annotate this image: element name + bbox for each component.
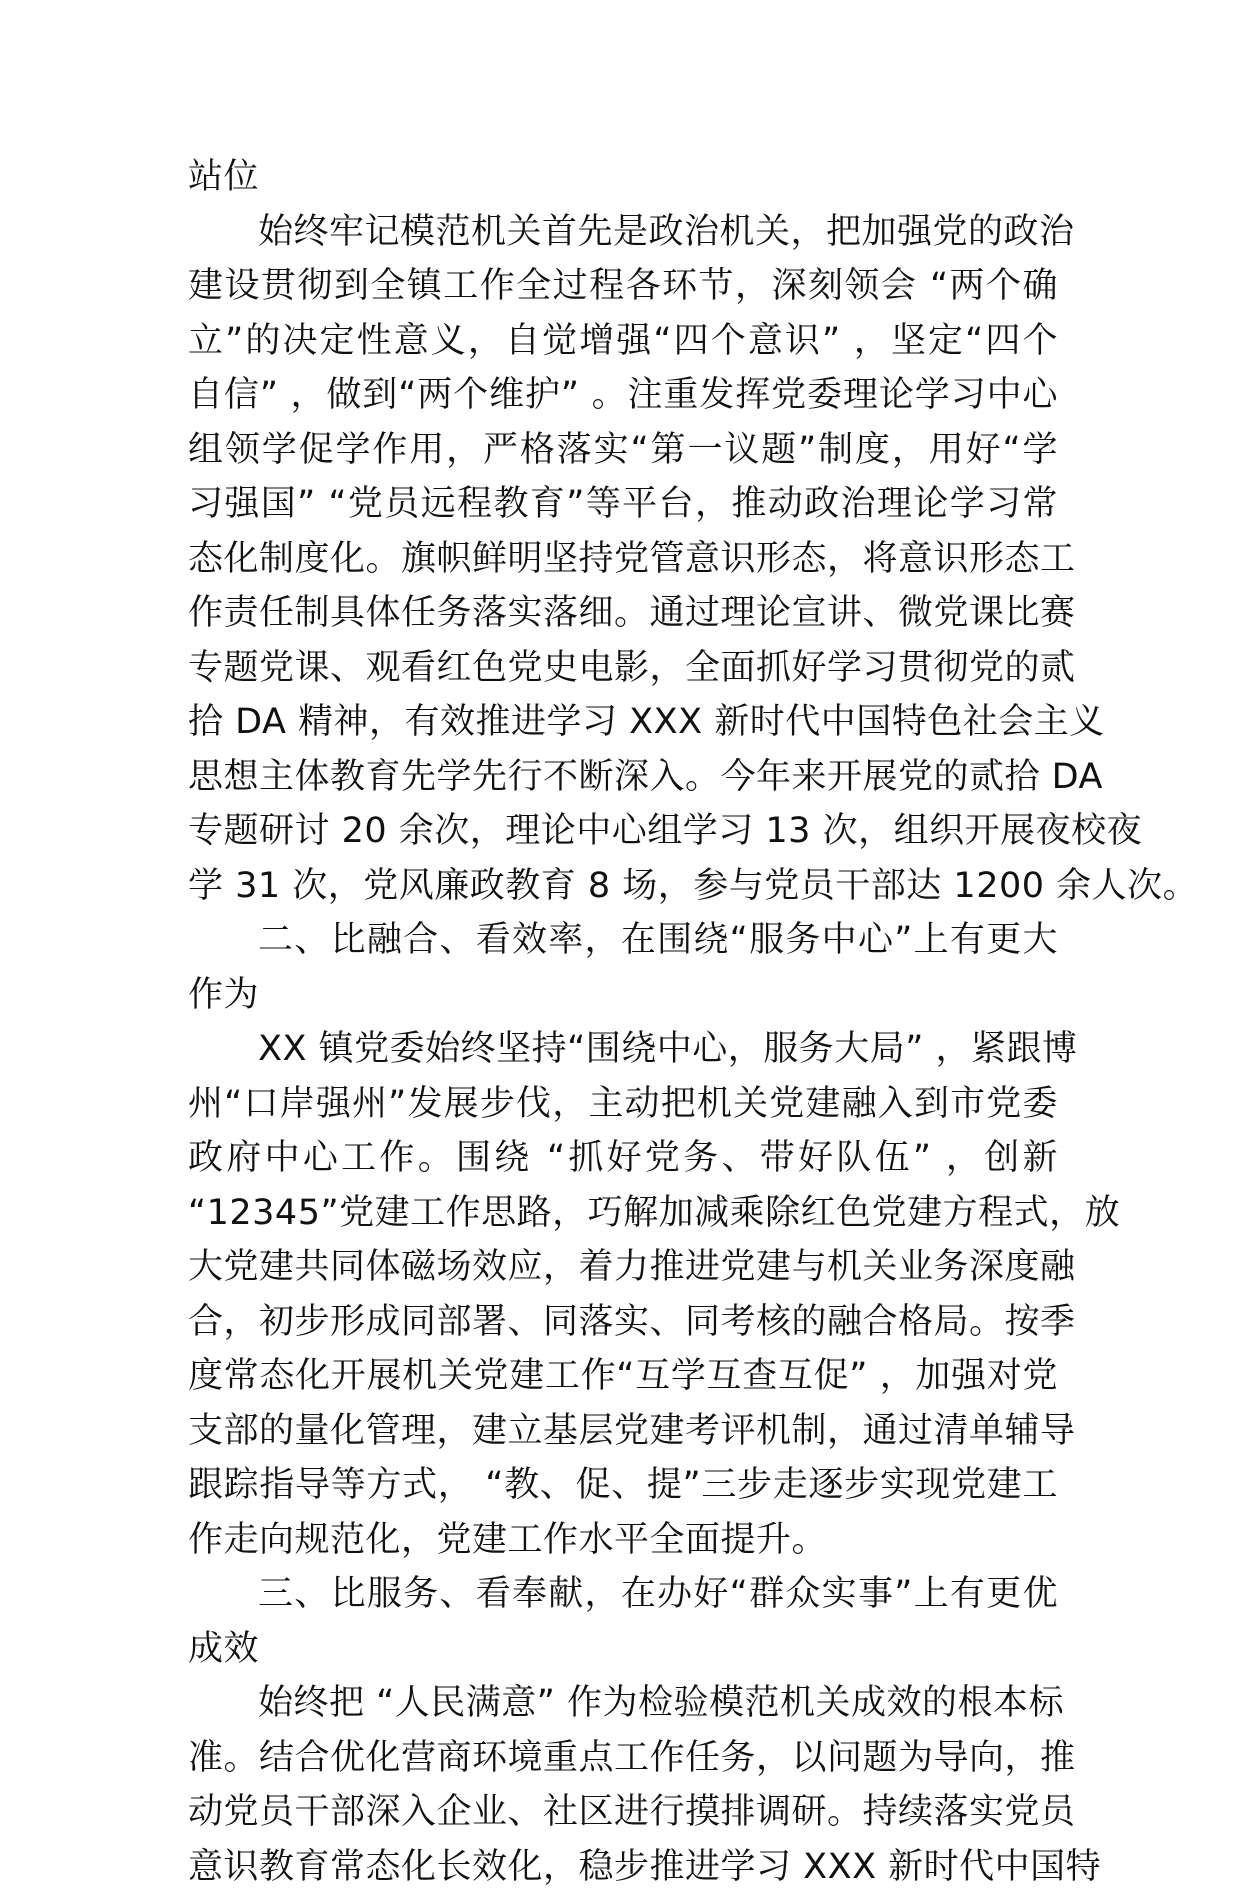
text-line: 拾 DA 精神，有效推进学习 XXX 新时代中国特色社会主义	[188, 695, 1058, 750]
text-line: 准。结合优化营商环境重点工作任务，以问题为导向，推	[188, 1731, 1058, 1786]
text-line: 成效	[188, 1622, 1058, 1677]
text-line: 动党员干部深入企业、社区进行摸排调研。持续落实党员	[188, 1785, 1058, 1840]
text-line: 作走向规范化，党建工作水平全面提升。	[188, 1513, 1058, 1568]
text-line: 度常态化开展机关党建工作“互学互查互促” ，加强对党	[188, 1349, 1058, 1404]
text-line: 意识教育常态化长效化，稳步推进学习 XXX 新时代中国特	[188, 1840, 1058, 1894]
text-line: XX 镇党委始终坚持“围绕中心，服务大局” ，紧跟博	[188, 1022, 1058, 1077]
text-line: 二、比融合、看效率，在围绕“服务中心”上有更大	[188, 913, 1058, 968]
text-line: 学 31 次，党风廉政教育 8 场，参与党员干部达 1200 余人次。	[188, 859, 1058, 914]
text-line: 始终牢记模范机关首先是政治机关，把加强党的政治	[188, 205, 1058, 260]
text-line: 建设贯彻到全镇工作全过程各环节，深刻领会 “两个确	[188, 259, 1058, 314]
text-line: 立”的决定性意义，自觉增强“四个意识” ，坚定“四个	[188, 314, 1058, 369]
text-line: 专题研讨 20 余次，理论中心组学习 13 次，组织开展夜校夜	[188, 804, 1058, 859]
text-line: 合，初步形成同部署、同落实、同考核的融合格局。按季	[188, 1295, 1058, 1350]
text-line: 始终把 “人民满意” 作为检验模范机关成效的根本标	[188, 1676, 1058, 1731]
text-line: 态化制度化。旗帜鲜明坚持党管意识形态，将意识形态工	[188, 532, 1058, 587]
text-line: 跟踪指导等方式， “教、促、提”三步走逐步实现党建工	[188, 1458, 1058, 1513]
text-line: 专题党课、观看红色党史电影，全面抓好学习贯彻党的贰	[188, 641, 1058, 696]
text-line: 习强国” “党员远程教育”等平台，推动政治理论学习常	[188, 477, 1058, 532]
text-line: 组领学促学作用，严格落实“第一议题”制度，用好“学	[188, 423, 1058, 478]
text-line: 思想主体教育先学先行不断深入。今年来开展党的贰拾 DA	[188, 750, 1058, 805]
text-line: 大党建共同体磁场效应，着力推进党建与机关业务深度融	[188, 1240, 1058, 1295]
text-line: 站位	[188, 150, 1058, 205]
text-line: 支部的量化管理，建立基层党建考评机制，通过清单辅导	[188, 1404, 1058, 1459]
text-line: “12345”党建工作思路，巧解加减乘除红色党建方程式，放	[188, 1186, 1058, 1241]
text-line: 三、比服务、看奉献，在办好“群众实事”上有更优	[188, 1567, 1058, 1622]
text-line: 作责任制具体任务落实落细。通过理论宣讲、微党课比赛	[188, 586, 1058, 641]
text-line: 自信” ，做到“两个维护” 。注重发挥党委理论学习中心	[188, 368, 1058, 423]
text-line: 州“口岸强州”发展步伐，主动把机关党建融入到市党委	[188, 1077, 1058, 1132]
document-page	[188, 150, 1058, 1894]
text-line: 政府中心工作。围绕 “抓好党务、带好队伍” ，创新	[188, 1131, 1058, 1186]
text-line: 作为	[188, 968, 1058, 1023]
